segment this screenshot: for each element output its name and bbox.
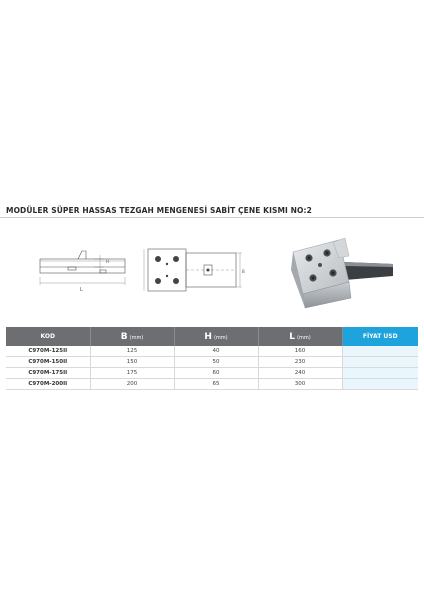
cell-code: C970M-150II [6,357,90,368]
cell-l: 240 [258,368,342,379]
title-divider [0,217,424,218]
header-code: KOD [6,327,90,346]
cell-price [342,346,418,357]
table-row [6,357,418,368]
top-view-drawing [140,243,250,298]
length-dimension-label: L [80,287,83,293]
table-row [6,368,418,379]
cell-h: 60 [174,368,258,379]
header-l: L (mm) [258,327,342,346]
header-h: H (mm) [174,327,258,346]
width-dimension-label: B [242,269,245,274]
cell-l: 300 [258,379,342,390]
spec-table [6,327,418,390]
header-price: FİYAT USD [342,327,418,346]
cell-l: 160 [258,346,342,357]
cell-code: C970M-175II [6,368,90,379]
cell-price [342,368,418,379]
product-photo [283,234,393,312]
cell-code: C970M-200II [6,379,90,390]
header-b: B (mm) [90,327,174,346]
cell-price [342,379,418,390]
table-header-row [6,327,418,346]
cell-price [342,357,418,368]
cell-b: 150 [90,357,174,368]
product-title: MODÜLER SÜPER HASSAS TEZGAH MENGENESİ SABİT ÇENE KISMI NO:2 [6,206,312,215]
cell-code: C970M-125II [6,346,90,357]
cell-h: 40 [174,346,258,357]
table-row [6,346,418,357]
cell-l: 230 [258,357,342,368]
cell-b: 200 [90,379,174,390]
cell-b: 175 [90,368,174,379]
cell-b: 125 [90,346,174,357]
side-view-drawing [30,243,135,298]
cell-h: 65 [174,379,258,390]
height-dimension-label: H [106,259,110,264]
cell-h: 50 [174,357,258,368]
table-row [6,379,418,390]
